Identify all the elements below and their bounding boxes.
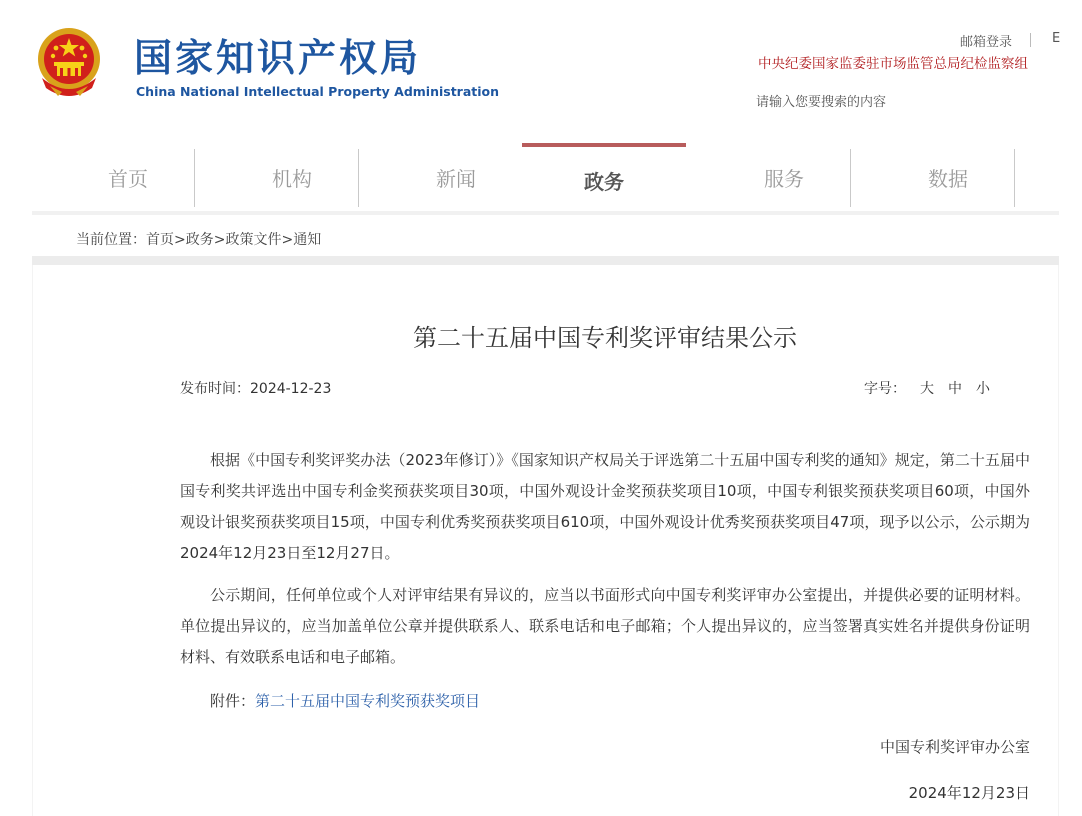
breadcrumb-separator: > <box>174 232 186 248</box>
attachment-link[interactable]: 第二十五届中国专利奖预获奖项目 <box>255 692 481 710</box>
breadcrumb-policy-documents[interactable]: 政策文件 <box>225 232 282 248</box>
nav-item-government-affairs[interactable]: 政务 <box>522 143 686 211</box>
publish-date <box>180 378 331 398</box>
breadcrumb-notices[interactable]: 通知 <box>293 232 322 248</box>
breadcrumb-label: 当前位置： <box>76 232 146 248</box>
signature: 中国专利奖评审办公室 <box>879 738 1030 756</box>
site-header <box>0 0 1082 140</box>
nav-item-data[interactable]: 数据 <box>928 167 968 191</box>
nav-item-services[interactable]: 服务 <box>764 167 804 191</box>
attachment-label: 附件： <box>210 692 256 710</box>
language-link[interactable]: E <box>1052 31 1061 46</box>
nav-bottom-border <box>32 211 1059 215</box>
attachment <box>210 690 480 711</box>
breadcrumb-separator: > <box>213 232 226 248</box>
publish-date-label: 发布时间： <box>180 381 250 397</box>
nav-divider <box>850 149 851 207</box>
mail-login-link[interactable]: 邮箱登录 <box>960 35 1013 50</box>
search-input[interactable] <box>756 90 1056 114</box>
font-size-large[interactable]: 大 <box>920 381 934 397</box>
nav-divider <box>358 149 359 207</box>
main-nav <box>32 143 1059 215</box>
publish-date-value: 2024-12-23 <box>250 381 332 397</box>
site-logo-title[interactable]: 国家知识产权局 <box>134 36 422 80</box>
top-links <box>960 31 1061 50</box>
breadcrumb-government-affairs[interactable]: 政务 <box>185 232 214 248</box>
font-size-selector <box>864 378 990 398</box>
breadcrumb-divider <box>32 256 1059 265</box>
announcement-link[interactable]: 中央纪委国家监委驻市场监管总局纪检监察组 <box>758 56 1028 72</box>
nav-item-home[interactable]: 首页 <box>108 167 148 191</box>
article-body <box>180 445 1030 673</box>
nav-divider <box>1014 149 1015 207</box>
top-links-divider <box>1030 33 1031 47</box>
article-paragraph: 公示期间，任何单位或个人对评审结果有异议的，应当以书面形式向中国专利奖评审办公室提出，并提供必要的证明材料。单位提出异议的，应当加盖单位公章并提供联系人、联系电话和电子邮箱；个人提出异议的，应当签署真实姓名并提供身份证明材料、有效联系电话和电子邮箱。 <box>180 586 1030 666</box>
breadcrumb-home[interactable]: 首页 <box>146 232 174 248</box>
national-emblem-icon <box>34 26 104 100</box>
signature-date: 2024年12月23日 <box>908 784 1030 802</box>
nav-divider <box>194 149 195 207</box>
breadcrumb-separator: > <box>281 232 294 248</box>
site-logo-subtitle[interactable]: China National Intellectual Property Administration <box>136 84 500 99</box>
font-size-small[interactable]: 小 <box>976 381 990 397</box>
nav-item-organization[interactable]: 机构 <box>272 167 312 191</box>
font-size-medium[interactable]: 中 <box>948 381 962 397</box>
nav-item-news[interactable]: 新闻 <box>436 167 476 191</box>
article-paragraph: 根据《中国专利奖评奖办法（2023年修订）》《国家知识产权局关于评选第二十五届中国专利奖的通知》规定，第二十五届中国专利奖共评选出中国专利金奖预获奖项目30项，中国外观设计金奖预获奖项目10项，中国专利银奖预获奖项目60项，中国外观设计银奖预获奖项目15项，中国专利优秀奖预获奖项目610项，中国外观设计优秀奖预获奖项目47项，现予以公示，公示期为2024年12月23日至12月27日。 <box>180 451 1030 562</box>
breadcrumb <box>76 229 321 249</box>
article-title: 第二十五届中国专利奖评审结果公示 <box>413 324 797 352</box>
font-size-label: 字号： <box>864 381 906 397</box>
